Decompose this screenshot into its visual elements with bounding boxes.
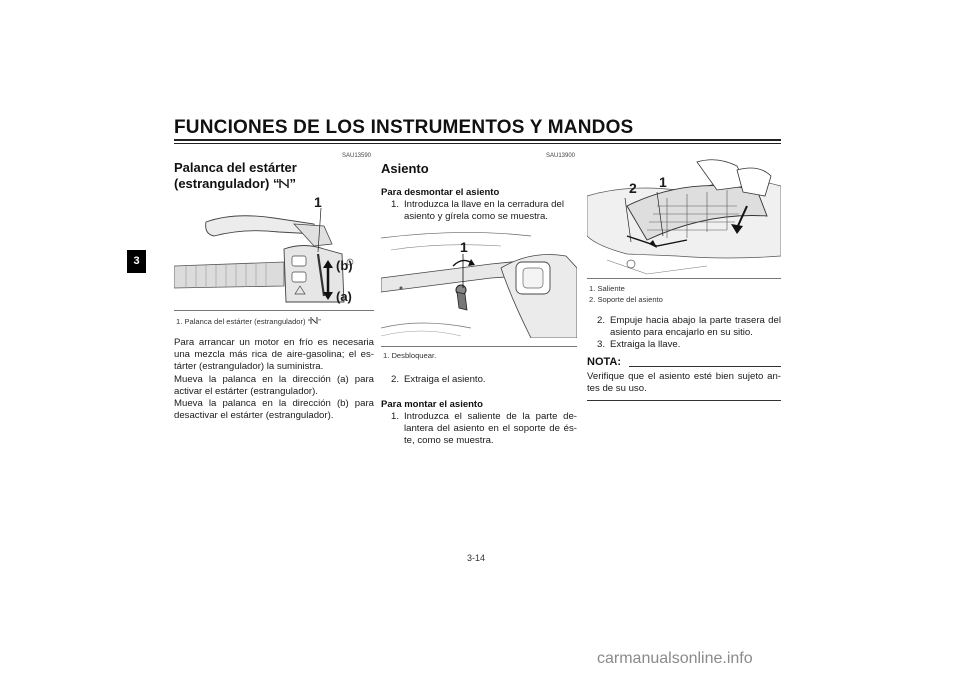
figure-caption-choke	[176, 316, 376, 327]
choke-description	[174, 337, 374, 422]
title-rule-thin	[174, 143, 781, 144]
figure-label-b: (b)	[336, 258, 353, 273]
caption-suffix: ”	[318, 317, 321, 326]
heading-line1: Palanca del estárter	[174, 160, 297, 175]
heading-line2-suffix: ”	[289, 176, 296, 191]
figure-callout-2: 2	[629, 180, 637, 196]
remove-step-1	[381, 199, 577, 223]
figure-callout-1: 1	[460, 239, 468, 255]
page-number: 3-14	[467, 553, 486, 563]
section-heading-seat	[381, 161, 429, 177]
note-label: NOTA:	[587, 356, 622, 368]
step-number: 1.	[390, 199, 399, 210]
figure-label-a: (a)	[336, 289, 352, 304]
choke-symbol-icon	[279, 177, 289, 188]
step-text: Introduzca el saliente de la parte de-lantera del asiento en el soporte de és-te, como se muestra.	[404, 411, 577, 447]
subheading-remove: Para desmontar el asiento	[381, 187, 500, 198]
paragraph-1: Para arrancar un motor en frío es necesaria una mezcla más rica de aire-gasolina; el es-tárter (estrangulador) la suministra.	[174, 337, 374, 373]
step-text: Extraiga el asiento.	[404, 374, 486, 385]
figure-callout-1: 1	[314, 194, 322, 210]
figure-callout-1: 1	[659, 174, 667, 190]
note-rule-top	[629, 366, 781, 367]
figure-rule	[381, 346, 577, 347]
heading-line2-prefix: (estrangulador) “	[174, 176, 280, 191]
heading-seat: Asiento	[381, 161, 429, 176]
step-text: Introduzca la llave en la cerradura del asiento y gírela como se muestra.	[404, 199, 564, 223]
chapter-tab: 3	[127, 250, 146, 273]
seat-lock-figure	[381, 228, 577, 338]
install-step-2	[587, 315, 781, 339]
step-text: Empuje hacia abajo la parte trasera del asiento para encajarlo en su sitio.	[610, 315, 781, 339]
figure-caption-tab: 1. Saliente	[589, 284, 625, 293]
figure-rule	[587, 278, 781, 279]
install-step-3	[587, 339, 781, 351]
step-number: 3.	[596, 339, 605, 350]
caption-prefix: 1. Palanca del estárter (estrangulador) “	[176, 317, 311, 326]
page-title: FUNCIONES DE LOS INSTRUMENTOS Y MANDOS	[174, 117, 634, 138]
note-text: Verifique que el asiento esté bien sujeto an-tes de su uso.	[587, 371, 781, 395]
choke-lever-figure	[174, 194, 374, 307]
section-heading-choke	[174, 160, 374, 192]
step-number: 1.	[390, 411, 399, 422]
section-code-seat: SAU13900	[546, 153, 576, 159]
note-rule-bottom	[587, 400, 781, 401]
figure-rule	[174, 310, 374, 311]
figure-caption-bracket: 2. Soporte del asiento	[589, 295, 663, 304]
remove-step-2	[381, 374, 577, 386]
paragraph-2: Mueva la palanca en la dirección (a) para activar el estárter (estrangulador).	[174, 373, 374, 397]
paragraph-3: Mueva la palanca en la dirección (b) para desactivar el estárter (estrangulador).	[174, 398, 374, 422]
step-text: Extraiga la llave.	[610, 339, 681, 350]
figure-caption-unlock: 1. Desbloquear.	[383, 351, 437, 360]
subheading-install: Para montar el asiento	[381, 399, 483, 410]
title-rule	[174, 139, 781, 141]
step-number: 2.	[596, 315, 605, 326]
watermark-footer[interactable]: carmanualsonline.info	[597, 650, 753, 667]
section-code: SAU13590	[342, 153, 372, 159]
seat-install-figure	[587, 156, 781, 280]
step-number: 2.	[390, 374, 399, 385]
install-step-1	[381, 411, 577, 448]
